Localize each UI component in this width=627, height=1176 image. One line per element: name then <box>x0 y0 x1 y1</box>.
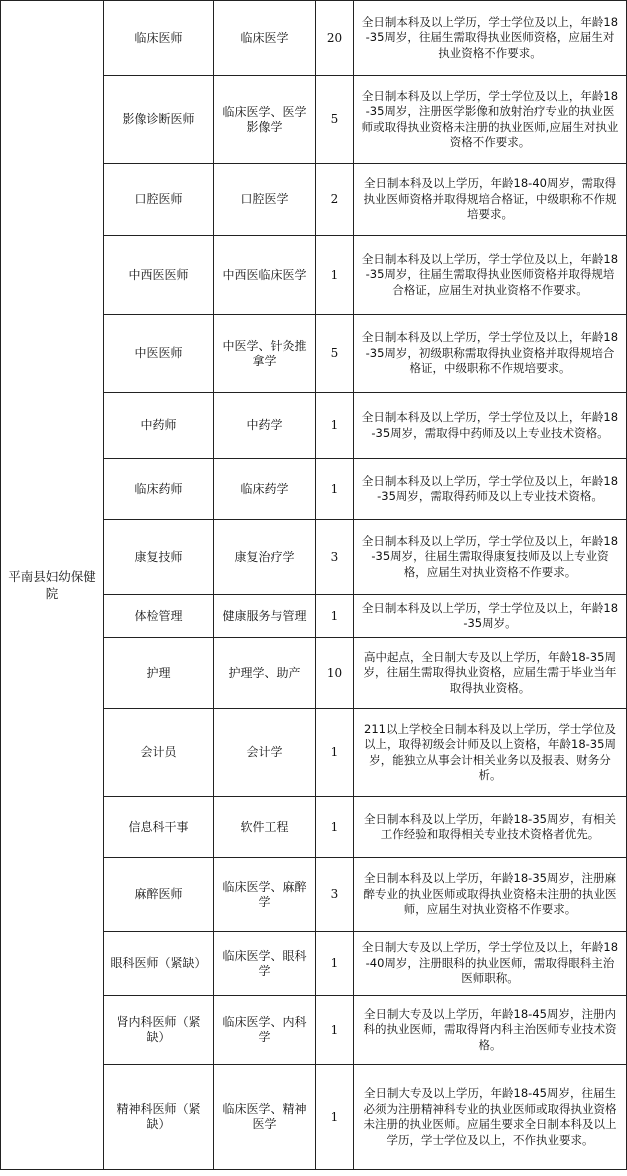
major-cell: 临床医学、眼科学 <box>214 932 316 996</box>
requirement-cell: 全日制本科及以上学历，年龄18-35周岁，注册麻醉专业的执业医师或取得执业资格未注册的执业医师，应届生对执业资格不作要求。 <box>354 858 627 932</box>
post-cell: 眼科医师（紧缺） <box>104 932 214 996</box>
post-cell: 康复技师 <box>104 520 214 595</box>
requirement-cell: 全日制本科及以上学历，学士学位及以上，年龄18-35周岁。 <box>354 595 627 638</box>
employer-cell: 平南县妇幼保健院 <box>1 1 104 1170</box>
count-cell: 10 <box>316 638 354 709</box>
count-cell: 5 <box>316 76 354 164</box>
post-cell: 护理 <box>104 638 214 709</box>
requirement-cell: 高中起点，全日制大专及以上学历，年龄18-35周岁，往届生需取得执业资格，应届生需于毕业当年取得执业资格。 <box>354 638 627 709</box>
count-cell: 1 <box>316 1065 354 1170</box>
count-cell: 3 <box>316 858 354 932</box>
requirement-cell: 全日制本科及以上学历，学士学位及以上，年龄18-35周岁，往届生需取得执业医师资格，应届生对执业资格不作要求。 <box>354 1 627 76</box>
count-cell: 5 <box>316 315 354 393</box>
major-cell: 软件工程 <box>214 797 316 858</box>
requirement-cell: 全日制本科及以上学历，年龄18-35周岁，有相关工作经验和取得相关专业技术资格者优先。 <box>354 797 627 858</box>
post-cell: 口腔医师 <box>104 164 214 236</box>
major-cell: 中药学 <box>214 393 316 459</box>
requirement-cell: 全日制大专及以上学历，学士学位及以上，年龄18-40周岁，注册眼科的执业医师，需取得眼科主治医师职称。 <box>354 932 627 996</box>
post-cell: 肾内科医师（紧缺） <box>104 996 214 1065</box>
count-cell: 2 <box>316 164 354 236</box>
major-cell: 临床医学、医学影像学 <box>214 76 316 164</box>
requirement-cell: 全日制本科及以上学历，学士学位及以上，年龄18-35周岁，注册医学影像和放射治疗专业的执业医师或取得执业资格未注册的执业医师,应届生对执业资格不作要求。 <box>354 76 627 164</box>
post-cell: 体检管理 <box>104 595 214 638</box>
post-cell: 影像诊断医师 <box>104 76 214 164</box>
major-cell: 健康服务与管理 <box>214 595 316 638</box>
major-cell: 口腔医学 <box>214 164 316 236</box>
requirement-cell: 全日制本科及以上学历，学士学位及以上，年龄18-35周岁，初级职称需取得执业资格并取得规培合格证，中级职称不作规培要求。 <box>354 315 627 393</box>
requirement-cell: 全日制本科及以上学历，学士学位及以上，年龄18-35周岁，往届生需取得执业医师资格并取得规培合格证，应届生对执业资格不作要求。 <box>354 236 627 315</box>
count-cell: 20 <box>316 1 354 76</box>
count-cell: 3 <box>316 520 354 595</box>
major-cell: 临床医学、麻醉学 <box>214 858 316 932</box>
count-cell: 1 <box>316 393 354 459</box>
requirement-cell: 全日制大专及以上学历，年龄18-45周岁，注册内科的执业医师，需取得肾内科主治医师专业技术资格。 <box>354 996 627 1065</box>
table-row <box>1 1 627 76</box>
post-cell: 中医医师 <box>104 315 214 393</box>
post-cell: 中药师 <box>104 393 214 459</box>
post-cell: 信息科干事 <box>104 797 214 858</box>
major-cell: 临床药学 <box>214 459 316 520</box>
requirement-cell: 全日制大专及以上学历，年龄18-45周岁，往届生必须为注册精神科专业的执业医师或取得执业资格未注册的执业医师。应届生要求全日制本科及以上学历，学士学位及以上，不作执业要求。 <box>354 1065 627 1170</box>
major-cell: 临床医学 <box>214 1 316 76</box>
count-cell: 1 <box>316 459 354 520</box>
count-cell: 1 <box>316 797 354 858</box>
major-cell: 中医学、针灸推拿学 <box>214 315 316 393</box>
count-cell: 1 <box>316 709 354 797</box>
post-cell: 会计员 <box>104 709 214 797</box>
requirement-cell: 全日制本科及以上学历，学士学位及以上，年龄18-35周岁，需取得药师及以上专业技术资格。 <box>354 459 627 520</box>
count-cell: 1 <box>316 932 354 996</box>
major-cell: 会计学 <box>214 709 316 797</box>
requirement-cell: 全日制本科及以上学历，学士学位及以上，年龄18-35周岁，往届生需取得康复技师及以上专业资格，应届生对执业资格不作要求。 <box>354 520 627 595</box>
count-cell: 1 <box>316 996 354 1065</box>
post-cell: 麻醉医师 <box>104 858 214 932</box>
major-cell: 康复治疗学 <box>214 520 316 595</box>
count-cell: 1 <box>316 595 354 638</box>
post-cell: 精神科医师（紧缺） <box>104 1065 214 1170</box>
major-cell: 中西医临床医学 <box>214 236 316 315</box>
major-cell: 临床医学、精神医学 <box>214 1065 316 1170</box>
major-cell: 临床医学、内科学 <box>214 996 316 1065</box>
count-cell: 1 <box>316 236 354 315</box>
requirement-cell: 全日制本科及以上学历，学士学位及以上，年龄18-35周岁，需取得中药师及以上专业技术资格。 <box>354 393 627 459</box>
post-cell: 临床医师 <box>104 1 214 76</box>
requirement-cell: 211以上学校全日制本科及以上学历，学士学位及以上，取得初级会计师及以上资格，年龄18-35周岁，能独立从事会计相关业务以及报表、财务分析。 <box>354 709 627 797</box>
major-cell: 护理学、助产 <box>214 638 316 709</box>
post-cell: 中西医医师 <box>104 236 214 315</box>
post-cell: 临床药师 <box>104 459 214 520</box>
requirement-cell: 全日制本科及以上学历，年龄18-40周岁，需取得执业医师资格并取得规培合格证，中级职称不作规培要求。 <box>354 164 627 236</box>
